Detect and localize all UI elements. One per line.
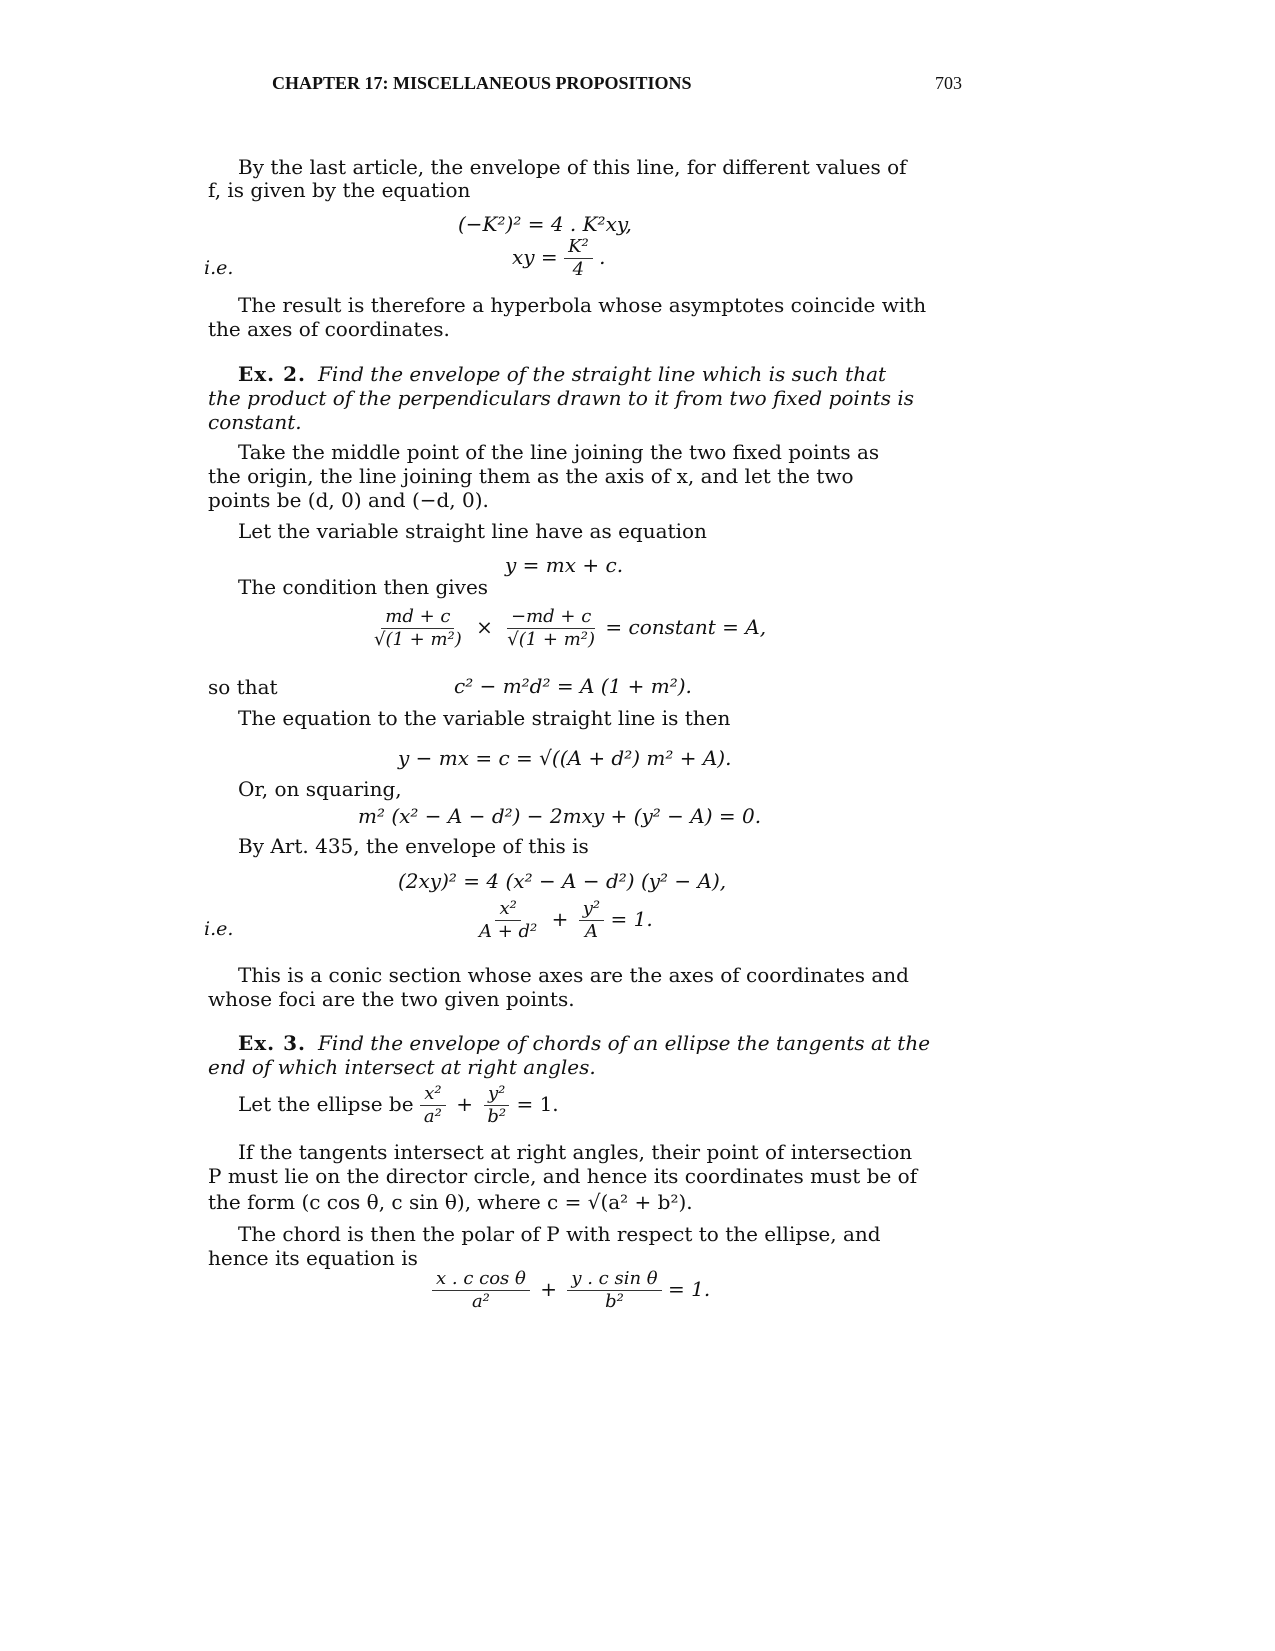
denominator: 4: [572, 259, 585, 280]
paragraph-line: Let the variable straight line have as equation: [238, 519, 707, 543]
example-text: Find the envelope of the straight line which is such that: [317, 362, 887, 386]
eq-rhs: = 1.: [516, 1092, 559, 1116]
denominator: a²: [471, 1291, 490, 1312]
eq-rhs: = 1.: [667, 1277, 711, 1301]
operator: ×: [476, 615, 493, 639]
paragraph-line: f, is given by the equation: [208, 178, 471, 202]
paragraph-line: By Art. 435, the envelope of this is: [238, 834, 589, 858]
fraction: [503, 606, 599, 651]
text: Let the ellipse be: [238, 1092, 414, 1116]
numerator: md + c: [381, 606, 454, 629]
equation-conic: [475, 898, 653, 943]
paragraph-line: whose foci are the two given points.: [208, 987, 575, 1011]
operator: +: [551, 907, 569, 931]
ie-label: i.e.: [204, 918, 234, 940]
fraction: [432, 1268, 530, 1313]
example-label: Ex. 3.: [238, 1031, 306, 1055]
fraction: [475, 898, 541, 943]
example-label: Ex. 2.: [238, 362, 306, 386]
paragraph-line: The equation to the variable straight line is then: [238, 706, 731, 730]
numerator: y²: [484, 1083, 509, 1106]
denominator: b²: [487, 1106, 507, 1127]
denominator: √(1 + m²): [507, 629, 596, 650]
eq-rhs: = 1.: [610, 907, 653, 931]
paragraph-line: This is a conic section whose axes are the axes of coordinates and: [238, 963, 909, 987]
fraction: [420, 1083, 446, 1128]
denominator: a²: [423, 1106, 442, 1127]
paragraph-line: By the last article, the envelope of this line, for different values of: [238, 155, 907, 179]
example-heading: [238, 362, 886, 386]
paragraph-line: hence its equation is: [208, 1246, 418, 1270]
equation: c² − m²d² = A (1 + m²).: [454, 674, 692, 698]
operator: +: [456, 1092, 473, 1116]
eq-lhs: xy =: [512, 245, 558, 269]
operator: +: [540, 1277, 557, 1301]
equation: (−K²)² = 4 . K²xy,: [458, 212, 632, 236]
fraction: [483, 1083, 510, 1128]
denominator: A: [584, 921, 598, 942]
numerator: K²: [564, 236, 593, 259]
paragraph-line: the origin, the line joining them as the axis of x, and let the two: [208, 464, 854, 488]
paragraph-line: the axes of coordinates.: [208, 317, 450, 341]
paragraph-line-ellipse: [238, 1083, 559, 1128]
example-text: Find the envelope of chords of an ellipse the tangents at the: [317, 1031, 931, 1055]
paragraph-line: The chord is then the polar of P with respect to the ellipse, and: [238, 1222, 881, 1246]
so-that-label: so that: [208, 675, 278, 699]
paragraph-line: points be (d, 0) and (−d, 0).: [208, 488, 489, 512]
equation-polar: [432, 1268, 710, 1313]
numerator: x . c cos θ: [432, 1268, 530, 1291]
denominator: A + d²: [479, 921, 538, 942]
numerator: y²: [579, 898, 604, 921]
equation: m² (x² − A − d²) − 2mxy + (y² − A) = 0.: [358, 804, 762, 828]
example-text: end of which intersect at right angles.: [208, 1055, 596, 1079]
fraction: [564, 236, 593, 281]
eq-rhs: = constant = A,: [605, 615, 767, 639]
fraction: [579, 898, 604, 943]
equation-xy: [512, 236, 605, 281]
equation-condition: [370, 606, 766, 651]
example-text: the product of the perpendiculars drawn to it from two fixed points is: [208, 386, 915, 410]
numerator: y . c sin θ: [567, 1268, 661, 1291]
page-number: 703: [935, 73, 962, 93]
ie-label: i.e.: [204, 257, 234, 279]
fraction: [567, 1268, 661, 1313]
equation: (2xy)² = 4 (x² − A − d²) (y² − A),: [398, 869, 727, 893]
numerator: −md + c: [507, 606, 595, 629]
paragraph-line: The result is therefore a hyperbola whose asymptotes coincide with: [238, 293, 927, 317]
denominator: √(1 + m²): [374, 629, 462, 650]
numerator: x²: [420, 1083, 445, 1106]
paragraph-line: The condition then gives: [238, 575, 489, 599]
example-heading: [238, 1031, 930, 1055]
numerator: x²: [495, 898, 520, 921]
fraction: [370, 606, 466, 651]
denominator: b²: [605, 1291, 624, 1312]
paragraph-line: P must lie on the director circle, and hence its coordinates must be of: [208, 1164, 918, 1188]
equation: y − mx = c = √((A + d²) m² + A).: [398, 746, 732, 770]
eq-tail: .: [599, 245, 606, 269]
paragraph-line: the form (c cos θ, c sin θ), where c = √(a² + b²).: [208, 1190, 693, 1214]
paragraph-line: If the tangents intersect at right angles, their point of intersection: [238, 1140, 913, 1164]
paragraph-line: Take the middle point of the line joining the two fixed points as: [238, 440, 880, 464]
paragraph-line: Or, on squaring,: [238, 777, 402, 801]
equation: y = mx + c.: [505, 553, 624, 577]
example-text: constant.: [208, 410, 302, 434]
running-header: CHAPTER 17: MISCELLANEOUS PROPOSITIONS: [272, 73, 692, 93]
